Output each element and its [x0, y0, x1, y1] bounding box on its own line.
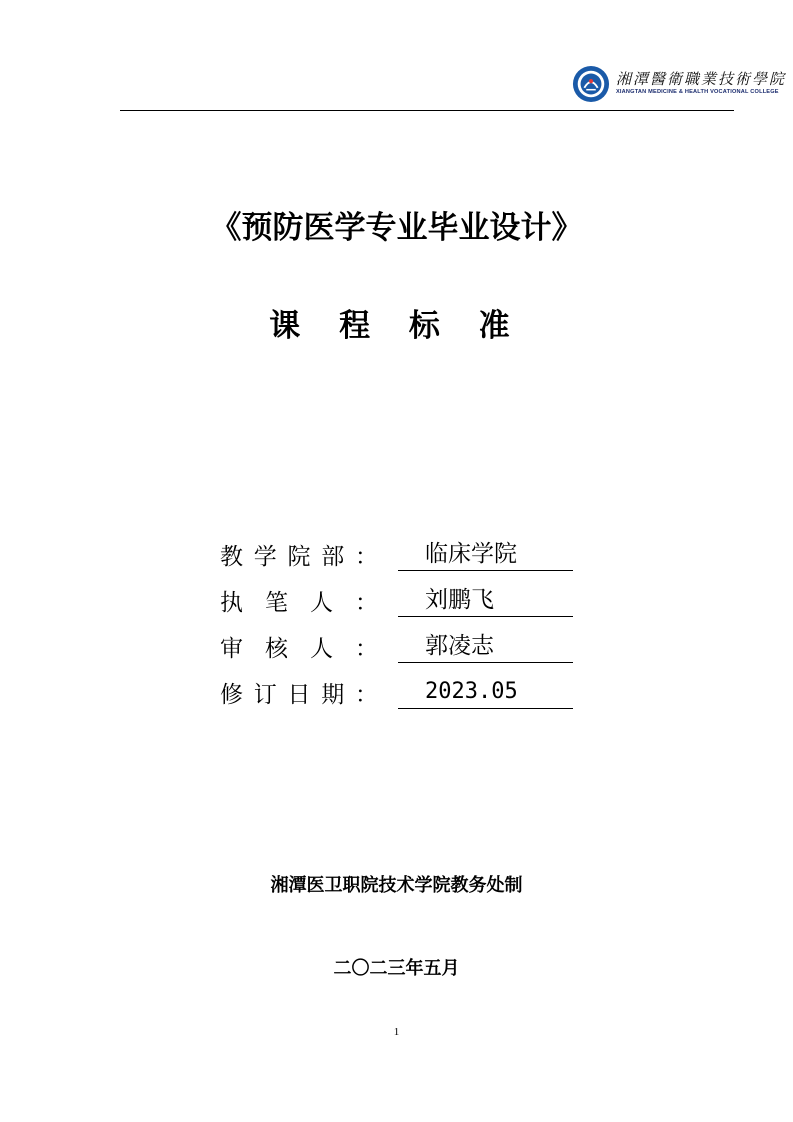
issue-date: 二〇二三年五月 — [333, 958, 460, 979]
college-seal-icon — [572, 65, 610, 103]
info-label: 执 笔 人 ： — [220, 590, 378, 616]
info-label: 修 订 日 期 ： — [220, 682, 378, 708]
page-header — [120, 60, 787, 112]
issuing-office: 湘潭医卫职院技术学院教务处制 — [270, 875, 523, 896]
info-label: 教 学 院 部 ： — [220, 544, 378, 570]
info-value-author: 刘鹏飞 — [398, 584, 573, 617]
document-title: 《预防医学专业毕业设计》 — [210, 210, 583, 246]
page-number: 1 — [393, 1026, 400, 1038]
document-subtitle: 课 程 标 准 — [269, 308, 524, 344]
header-rule — [120, 110, 734, 111]
info-label: 审 核 人 ： — [220, 636, 378, 662]
info-value-reviewer: 郭凌志 — [398, 630, 573, 663]
info-value-department: 临床学院 — [398, 538, 573, 571]
school-name: 湘潭醫衛職業技術學院 — [616, 70, 787, 88]
school-name-en: XIANGTAN MEDICINE & HEALTH VOCATIONAL COLLEGE — [616, 89, 779, 95]
info-value-revision-date: 2023.05 — [398, 676, 573, 709]
